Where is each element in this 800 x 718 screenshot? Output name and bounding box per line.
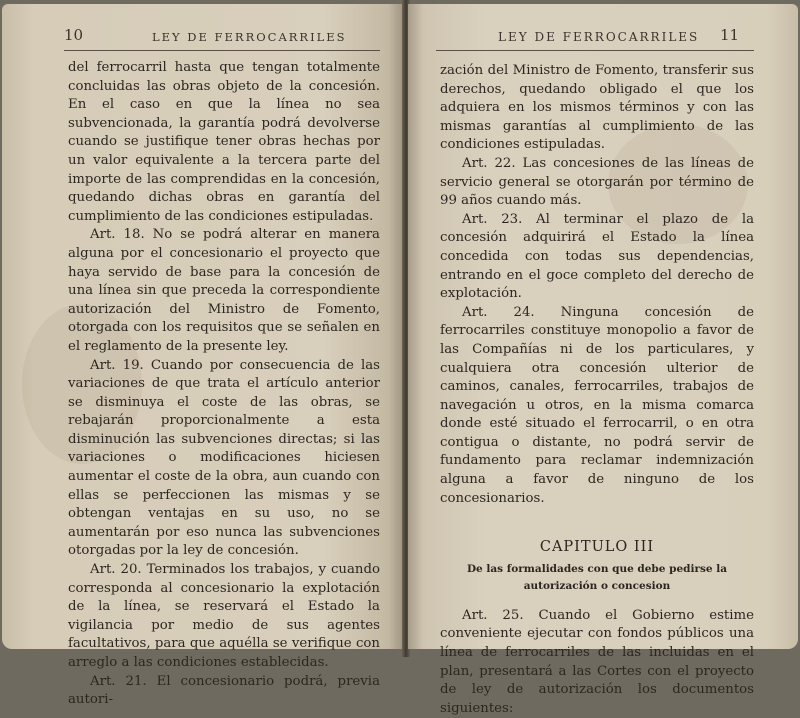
article-22: Art. 22. Las concesiones de las líneas de servicio general se otorgarán por término de 99 años cuando más. <box>440 155 754 209</box>
paragraph-continuation-right: zación del Ministro de Fomento, transferir sus derechos, quedando obligado el que los adquiera en los mismos términos y con las mismas garantías al cumplimiento de las condiciones estipuladas. <box>440 63 754 153</box>
page-number-left: 10 <box>64 26 84 44</box>
right-page-body <box>440 62 754 718</box>
page-number-right: 11 <box>720 26 740 44</box>
chapter-title: CAPITULO III <box>539 539 655 556</box>
article-23: Art. 23. Al terminar el plazo de la concesión adquirirá el Estado la línea concedida con todas sus dependencias, entrando en el goce completo del derecho de explotación. <box>440 211 754 302</box>
article-18: Art. 18. No se podrá alterar en manera alguna por el concesionario el proyecto que haya servido de base para la concesión de una línea sin que preceda la correspondiente autorización del Ministro de Fomento, otorgada con los requisitos que se señalen en el reglamento de la presente ley. <box>68 227 380 354</box>
article-21: Art. 21. El concesionario podrá, previa autori- <box>68 673 380 708</box>
left-page <box>2 4 404 708</box>
running-head-left: LEY DE FERROCARRILES <box>152 30 347 44</box>
header-rule-right <box>436 50 754 51</box>
right-page <box>408 4 798 716</box>
left-page-body <box>68 59 380 710</box>
article-19: Art. 19. Cuando por consecuencia de las variaciones de que trata el artículo anterior se disminuya el coste de las obras, se rebajarán proporcionalmente a esta disminución las subvenciones directas; si las variaciones o modificaciones hiciesen aumentar el coste de la obra, aun cuando con ellas se perfeccionen las mismas y se obtengan ventajas en su uso, no se aumentarán por eso nunca las subvenciones otorgadas por la ley de concesión. <box>68 357 380 559</box>
running-head-right: LEY DE FERROCARRILES <box>498 30 700 44</box>
article-24: Art. 24. Ninguna concesión de ferrocarriles constituye monopolio a favor de las Compañías ni de los particulares, y cualquiera otra concesión ulterior de caminos, canales, ferrocarriles, trabajos de navegación u otros, en la misma comarca donde esté situado el ferrocarril, o en otra contigua o distante, no podrá servir de fundamento para reclamar indemnización alguna a favor de ninguno de los concesionarios. <box>440 304 754 506</box>
chapter-subtitle: De las formalidades con que debe pedirse la autorización o concesion <box>466 562 728 592</box>
header-rule-left <box>64 50 380 51</box>
article-20: Art. 20. Terminados los trabajos, y cuando corresponda al concesionario la explotación de la línea, se reservará el Estado la vigilancia por medio de sus agentes facultativos, para que aquélla se verifique con arreglo a las condiciones establecidas. <box>68 562 380 670</box>
article-25: Art. 25. Cuando el Gobierno estime conveniente ejecutar con fondos públicos una línea de ferrocarriles de las incluidas en el plan, presentará a las Cortes con el proyecto de ley de autorización los documentos siguientes: <box>440 607 754 716</box>
paragraph-continuation: del ferrocarril hasta que tengan totalmente concluidas las obras objeto de la concesión. En el caso en que la línea no sea subvencionada, la garantía podrá devolverse cuando se justifique tener obras hechas por un valor equivalente a la tercera parte del importe de las comprendidas en la concesión, quedando dichas obras en garantía del cumplimiento de las condiciones estipuladas. <box>68 60 380 224</box>
